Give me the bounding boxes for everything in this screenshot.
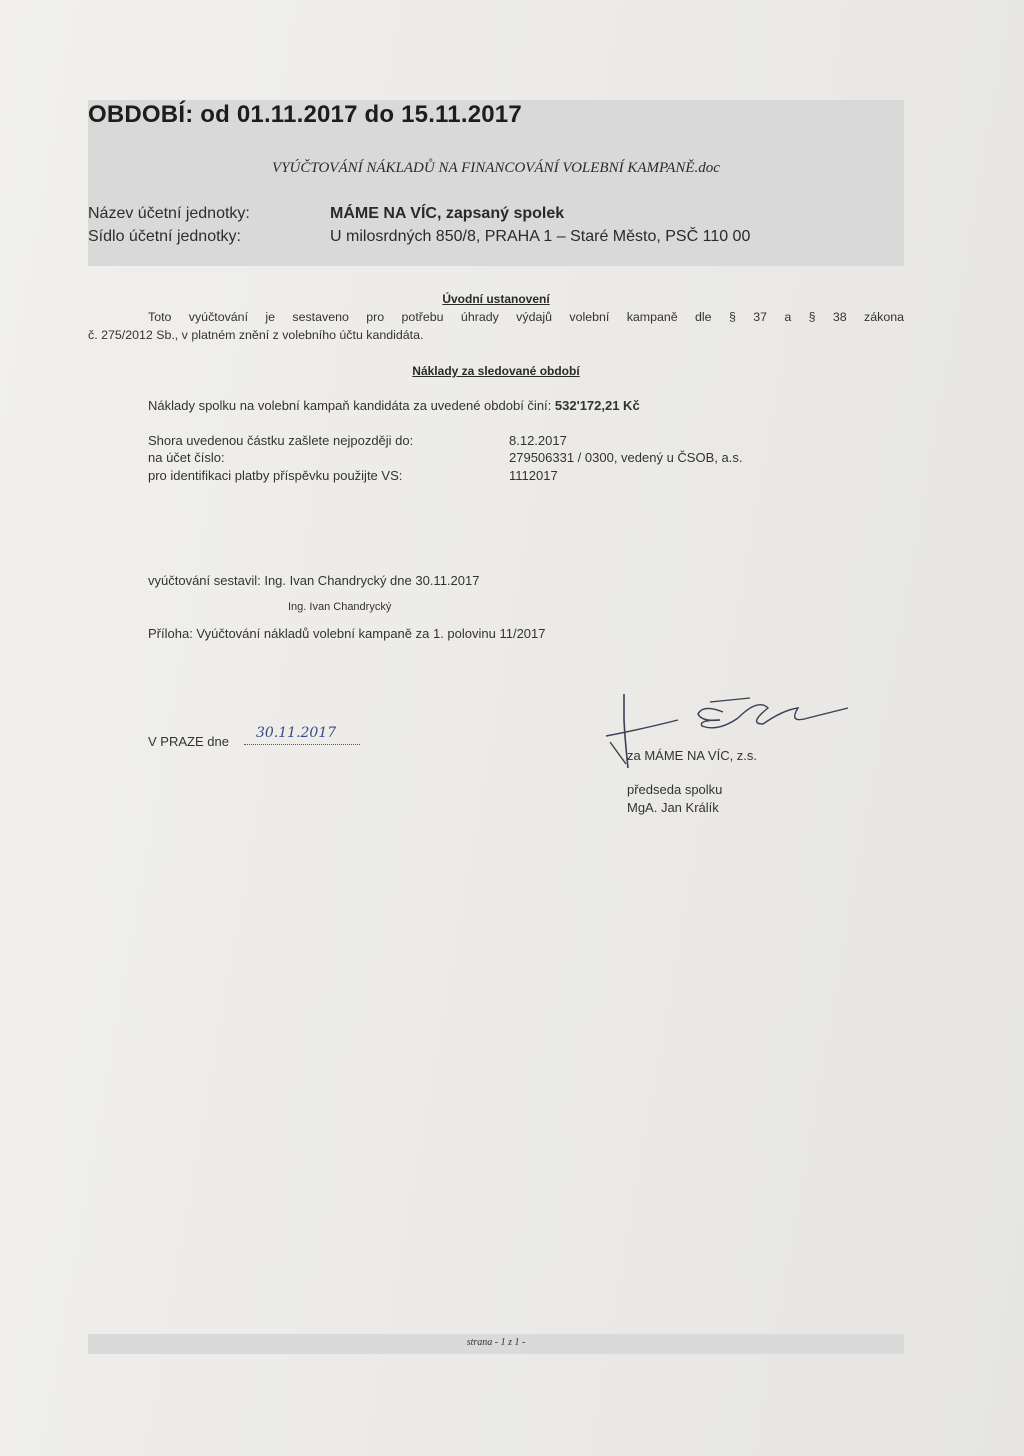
intro-paragraph — [88, 308, 904, 344]
signatory-role: předseda spolku — [627, 782, 723, 797]
signature-graphic — [598, 690, 858, 780]
attachment-note: Příloha: Vyúčtování nákladů volební kampaně za 1. polovinu 11/2017 — [148, 626, 546, 641]
costs-amount: 532'172,21 Kč — [554, 398, 640, 413]
entity-seat-value: U milosrdných 850/8, PRAHA 1 – Staré Město, PSČ 110 00 — [330, 228, 751, 245]
entity-name-value: MÁME NA VÍC, zapsaný spolek — [330, 205, 565, 222]
costs-summary-text: Náklady spolku na volební kampaň kandidáta za uvedené období činí: — [148, 398, 552, 413]
place-date-dotted-line — [244, 744, 360, 745]
costs-summary — [148, 398, 640, 413]
prepared-by-name: Ing. Ivan Chandrycký — [288, 601, 392, 613]
account-label: na účet číslo: — [148, 450, 225, 465]
vs-label: pro identifikaci platby příspěvku použijte VS: — [148, 468, 403, 483]
intro-line-2: č. 275/2012 Sb., v platném znění z volebního účtu kandidáta. — [88, 328, 424, 342]
place-date-label: V PRAZE dne — [148, 734, 229, 749]
costs-title: Náklady za sledované období — [412, 364, 580, 378]
page-number: strana - 1 z 1 - — [466, 1337, 526, 1348]
prepared-by: vyúčtování sestavil: Ing. Ivan Chandrycký dne 30.11.2017 — [148, 573, 480, 588]
signatory-name: MgA. Jan Králík — [627, 800, 719, 815]
due-value: 8.12.2017 — [509, 433, 567, 448]
entity-seat-label: Sídlo účetní jednotky: — [88, 228, 241, 245]
intro-line-1: Toto vyúčtování je sestaveno pro potřebu úhrady výdajů volební kampaně dle § 37 a § 38 zákona — [148, 310, 904, 324]
document-subtitle: VYÚČTOVÁNÍ NÁKLADŮ NA FINANCOVÁNÍ VOLEBNÍ KAMPANĚ.doc — [272, 160, 720, 176]
due-label: Shora uvedenou částku zašlete nejpozději do: — [148, 433, 414, 448]
vs-value: 1112017 — [509, 468, 558, 483]
account-value: 279506331 / 0300, vedený u ČSOB, a.s. — [509, 450, 743, 465]
intro-title: Úvodní ustanovení — [442, 292, 550, 306]
signatory-organization: za MÁME NA VÍC, z.s. — [627, 748, 758, 763]
place-date-handwritten: 30.11.2017 — [256, 725, 337, 741]
entity-name-label: Název účetní jednotky: — [88, 205, 250, 222]
period-heading: OBDOBÍ: od 01.11.2017 do 15.11.2017 — [88, 101, 522, 128]
